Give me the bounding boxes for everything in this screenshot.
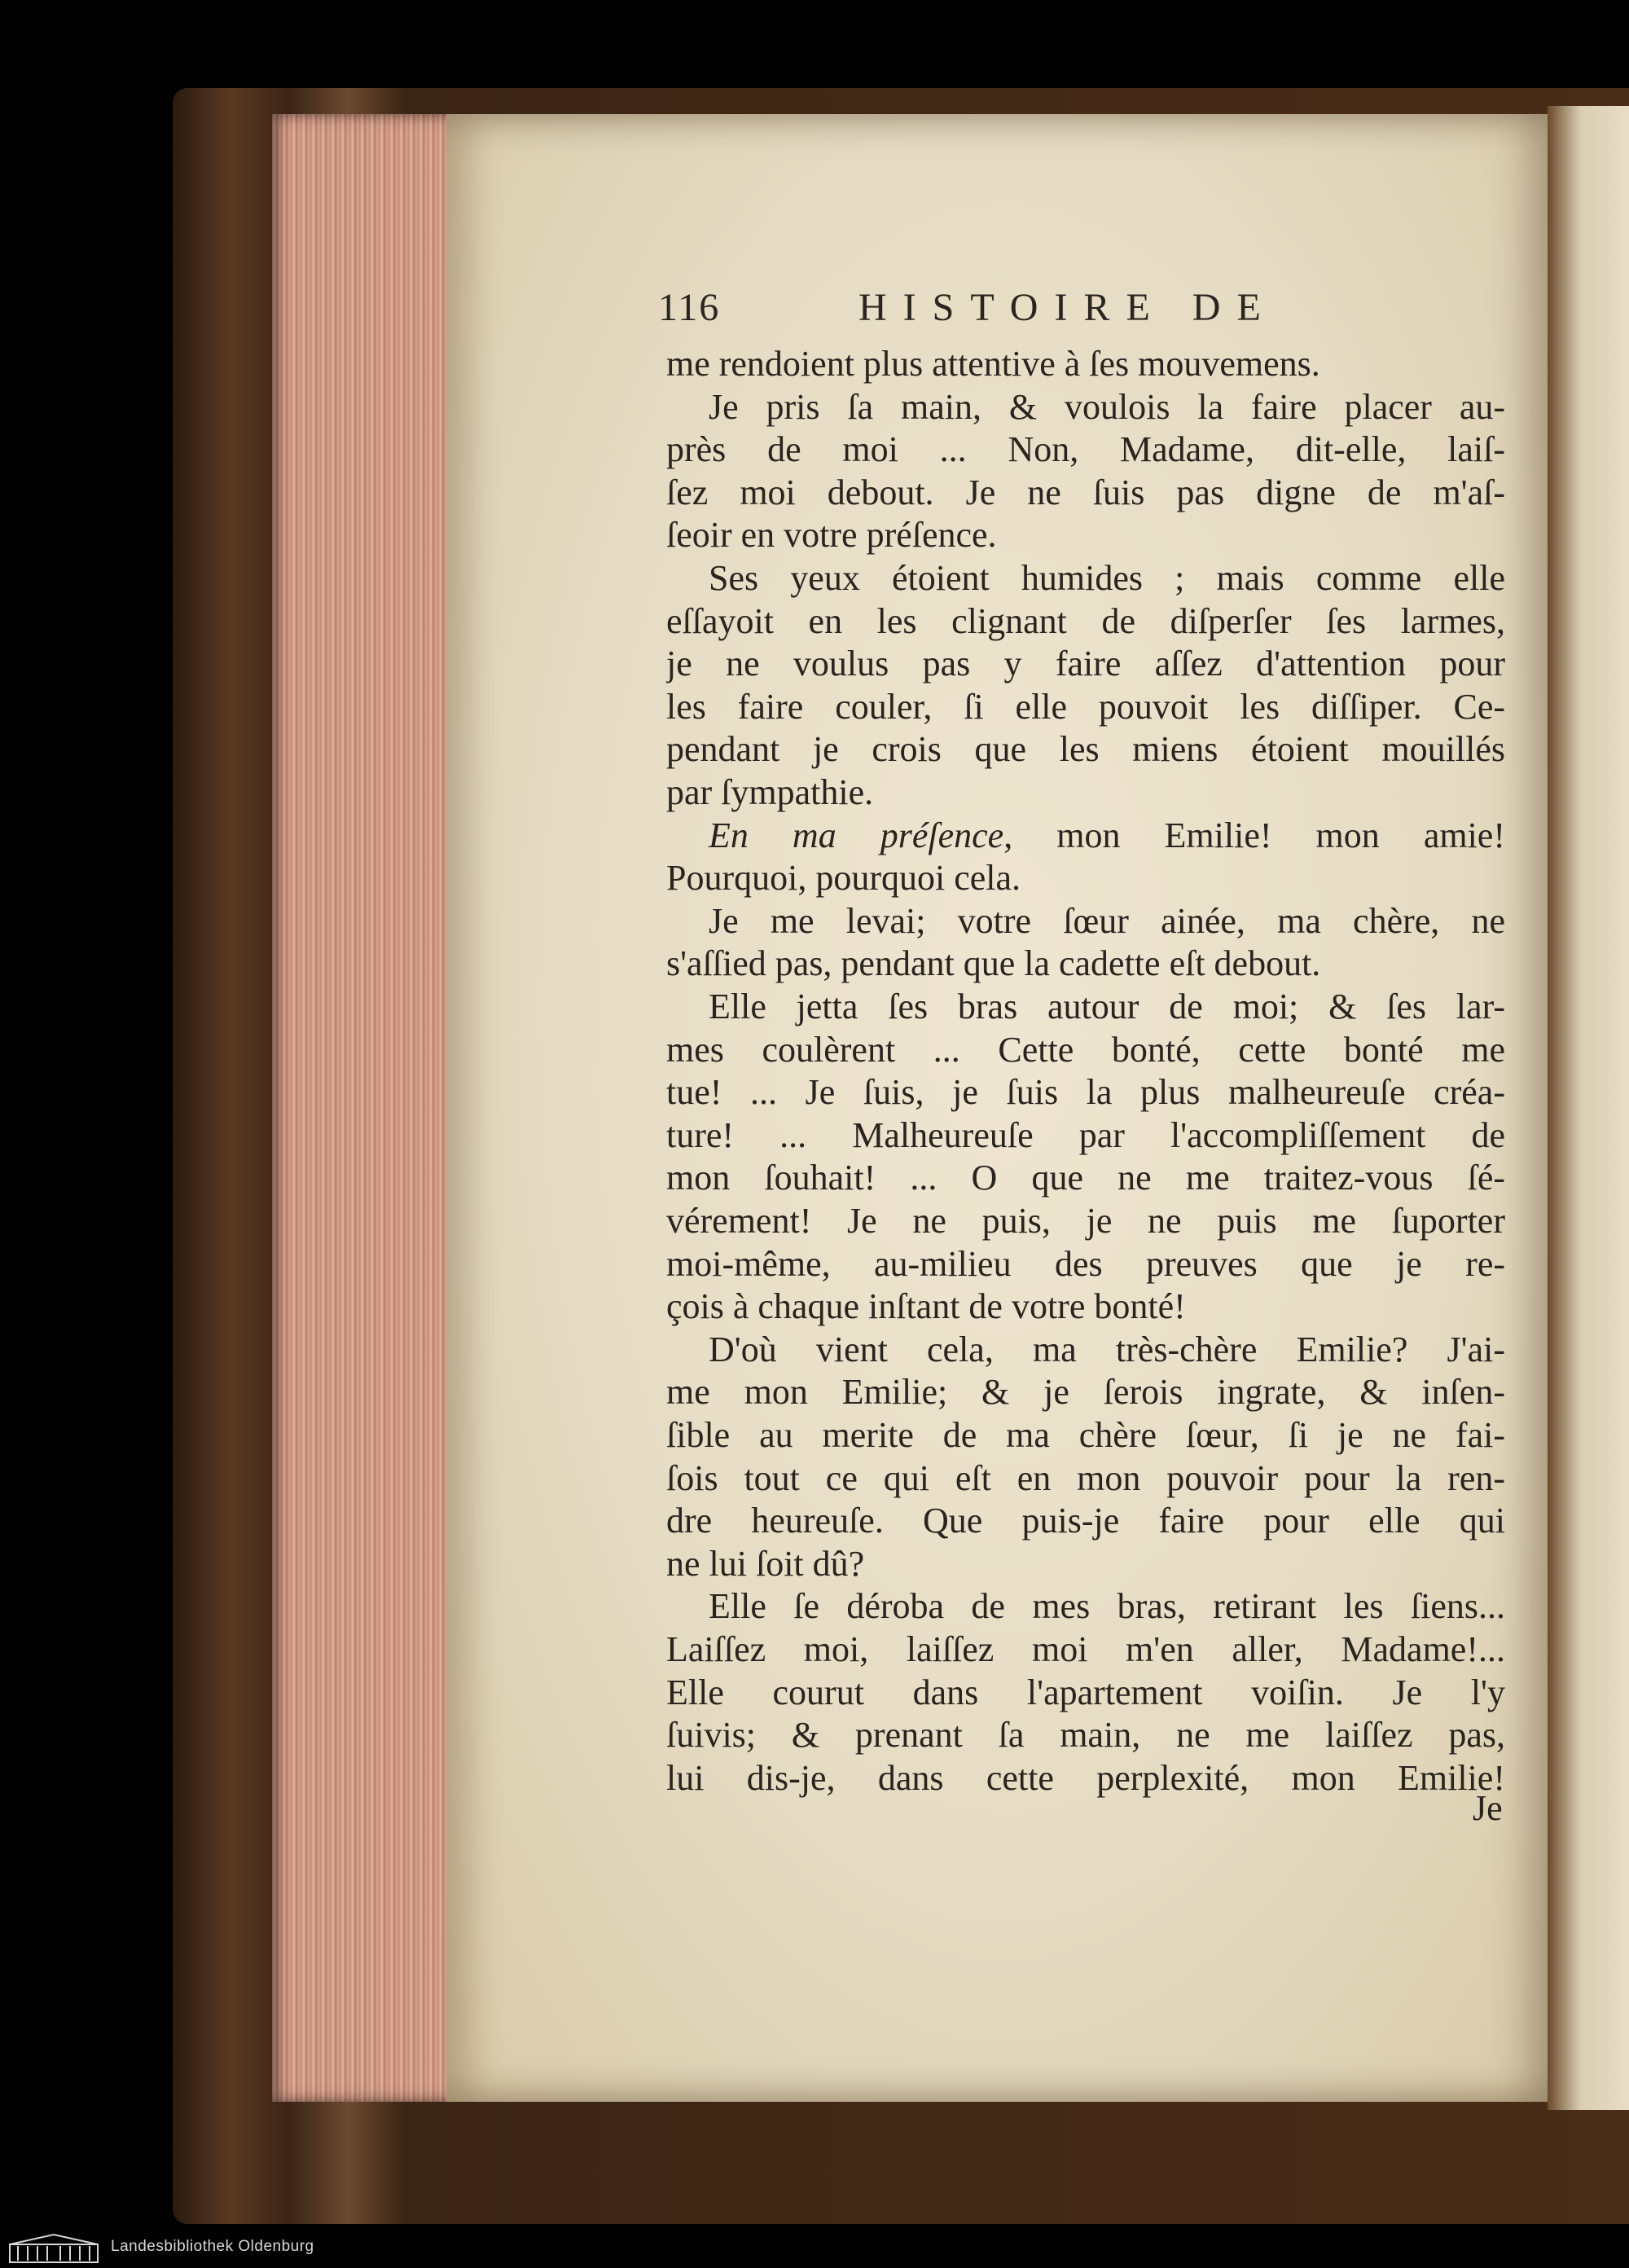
text-line: je ne voulus pas y faire aſſez d'attention pour [666, 644, 1505, 683]
text-line: ſuivis; & prenant ſa main, ne me laiſſez pas, [666, 1715, 1505, 1755]
footer-bar [0, 2228, 1629, 2268]
page-edges [272, 114, 472, 2102]
text-line: ne lui ſoit dû? [666, 1544, 865, 1584]
text-line: Laiſſez moi, laiſſez moi m'en aller, Madame!... [666, 1629, 1505, 1669]
text-line: mon ſouhait! ... O que ne me traitez-vous ſé- [666, 1158, 1505, 1198]
text-line: En ma préſence, mon Emilie! mon amie! [709, 815, 1505, 855]
text-line: Je pris ſa main, & voulois la faire placer au- [709, 387, 1505, 427]
text-line: eſſayoit en les clignant de diſperſer ſes larmes, [666, 601, 1505, 641]
text-line: ſeoir en votre préſence. [666, 515, 997, 555]
text-line: Elle ſe déroba de mes bras, retirant les ſiens... [709, 1586, 1505, 1626]
text-line: ſez moi debout. Je ne ſuis pas digne de m'aſ- [666, 472, 1505, 512]
text-line: ſois tout ce qui eſt en mon pouvoir pour la ren- [666, 1458, 1505, 1498]
text-line: tue! ... Je ſuis, je ſuis la plus malheureuſe créa- [666, 1072, 1505, 1112]
text-line: Pourquoi, pourquoi cela. [666, 858, 1021, 898]
running-title: HISTOIRE DE [858, 286, 1277, 329]
text-line: par ſympathie. [666, 772, 874, 812]
text-line: mes coulèrent ... Cette bonté, cette bonté me [666, 1030, 1505, 1070]
text-line: Elle courut dans l'apartement voiſin. Je l'y [666, 1672, 1505, 1712]
catchword: Je [1473, 1788, 1503, 1828]
library-building-icon [8, 2233, 99, 2264]
text-line: ſible au merite de ma chère ſœur, ſi je ne fai- [666, 1415, 1505, 1455]
text-line: s'aſſied pas, pendant que la cadette eſt debout. [666, 943, 1321, 983]
facing-page-edge [1548, 106, 1629, 2110]
text-line: moi-même, au-milieu des preuves que je re- [666, 1244, 1505, 1284]
running-head [658, 285, 1513, 334]
text-line: çois à chaque inſtant de votre bonté! [666, 1286, 1186, 1326]
text-line: pendant je crois que les miens étoient mouillés [666, 729, 1505, 769]
text-line: D'où vient cela, ma très-chère Emilie? J'ai- [709, 1330, 1505, 1369]
text-line: me rendoient plus attentive à ſes mouvemens. [666, 344, 1320, 384]
page-number: 116 [658, 286, 721, 329]
text-line: Je me levai; votre ſœur ainée, ma chère, ne [709, 901, 1505, 941]
text-line: les faire couler, ſi elle pouvoit les diſſiper. Ce- [666, 687, 1505, 727]
library-name: Landesbibliothek Oldenburg [111, 2238, 314, 2255]
text-line: ture! ... Malheureuſe par l'accompliſſement de [666, 1115, 1505, 1155]
text-line: Ses yeux étoient humides ; mais comme elle [709, 558, 1505, 598]
text-line: vérement! Je ne puis, je ne puis me ſuporter [666, 1201, 1505, 1241]
text-line: près de moi ... Non, Madame, dit-elle, laiſ- [666, 429, 1505, 469]
text-line: Elle jetta ſes bras autour de moi; & ſes lar- [709, 987, 1505, 1026]
text-line: lui dis-je, dans cette perplexité, mon Emilie! [666, 1758, 1505, 1798]
text-line: me mon Emilie; & je ſerois ingrate, & inſen- [666, 1372, 1505, 1412]
text-line: dre heureuſe. Que puis-je faire pour elle qui [666, 1501, 1505, 1541]
